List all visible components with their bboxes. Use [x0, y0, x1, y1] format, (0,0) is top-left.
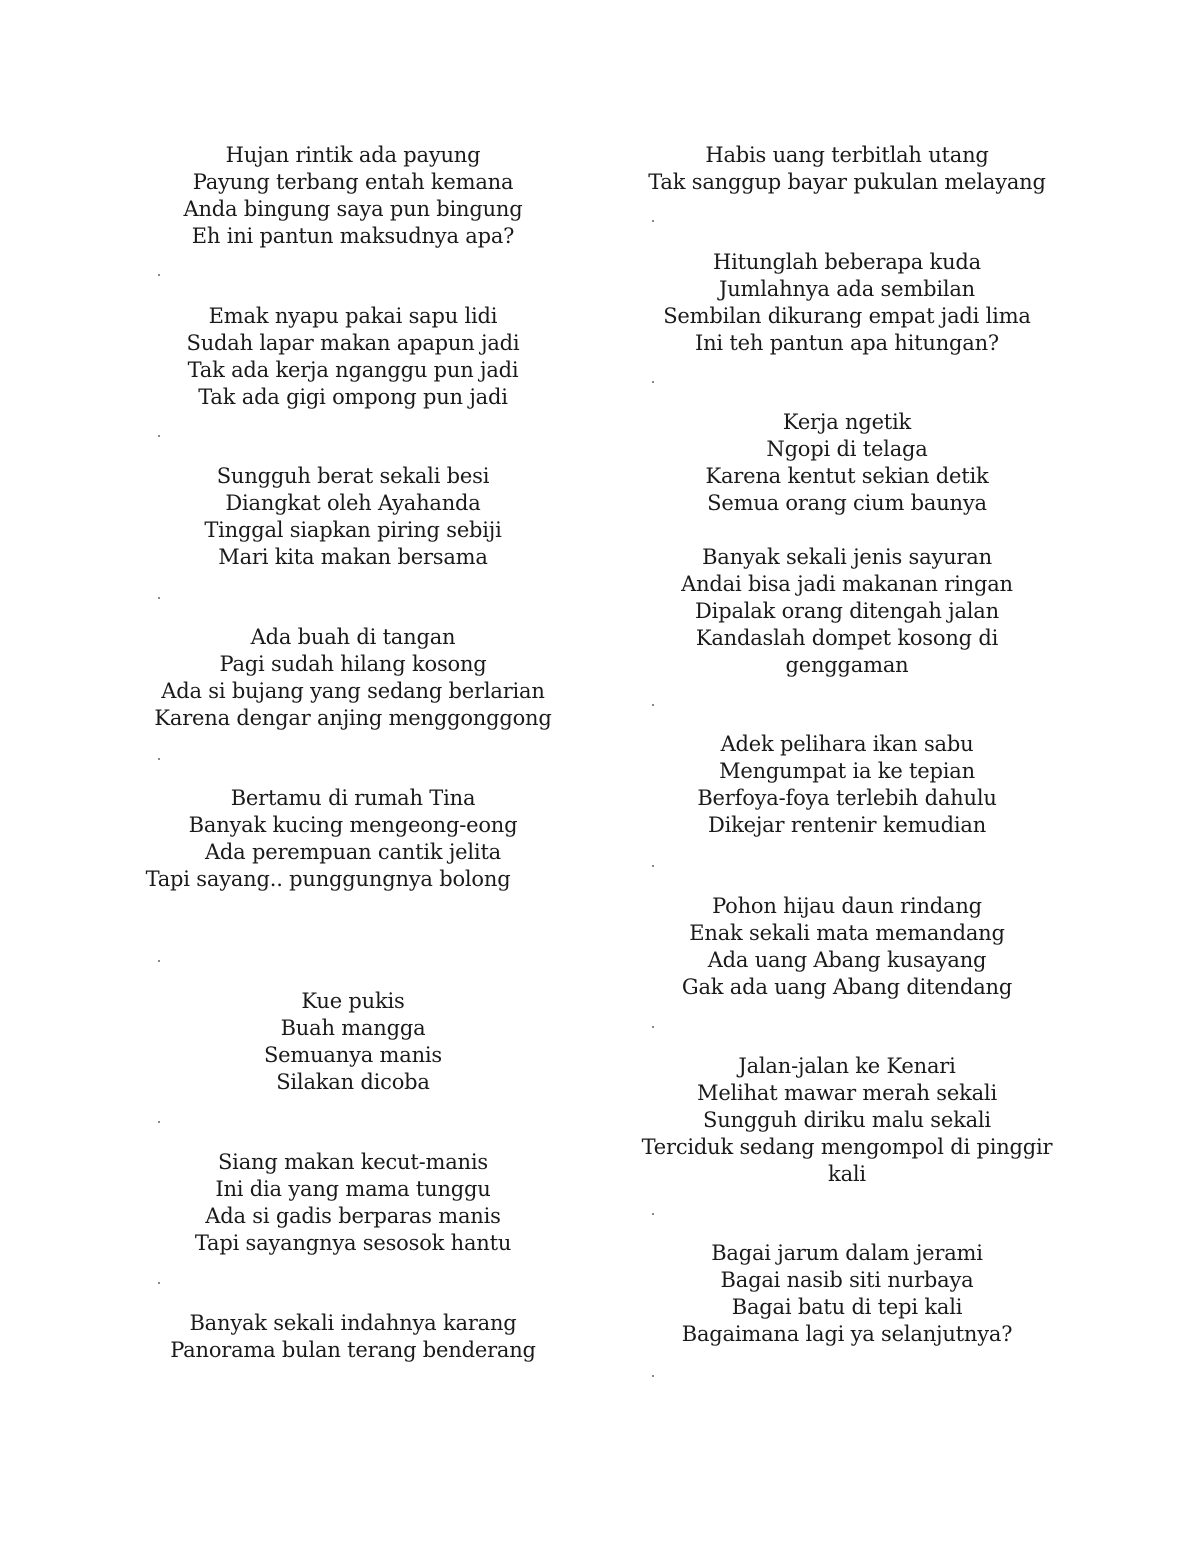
separator-dot: [652, 1213, 654, 1215]
poem-line: Banyak kucing mengeong-eong: [188, 813, 518, 837]
poem-line: Tak sanggup bayar pukulan melayang: [648, 170, 1046, 194]
poem-line: Hujan rintik ada payung: [225, 143, 481, 167]
poem-line: Ini teh pantun apa hitungan?: [695, 331, 999, 355]
stanza: [103, 624, 603, 732]
poem-line: Gak ada uang Abang ditendang: [681, 975, 1013, 999]
poem-line: Ada perempuan cantik jelita: [204, 840, 502, 864]
stanza: [597, 249, 1097, 357]
poem-line: Bertamu di rumah Tina: [230, 786, 476, 810]
poem-line: Tapi sayang.. punggungnya bolong: [145, 867, 511, 891]
poem-line: Dipalak orang ditengah jalan: [695, 599, 999, 623]
poem-line: Jumlahnya ada sembilan: [719, 277, 975, 301]
poem-line: Karena kentut sekian detik: [705, 464, 989, 488]
separator-dot: [652, 1375, 654, 1377]
poem-line: Kerja ngetik: [782, 410, 912, 434]
poem-line: Sungguh diriku malu sekali: [703, 1108, 991, 1132]
separator-dot: [652, 381, 654, 383]
separator-dot: [158, 435, 160, 437]
separator-dot: [158, 274, 160, 276]
poem-line: Sungguh berat sekali besi: [216, 464, 490, 488]
poem-line: Ada buah di tangan: [250, 625, 456, 649]
poem-line: Sembilan dikurang empat jadi lima: [663, 304, 1031, 328]
poem-line: Pagi sudah hilang kosong: [219, 652, 487, 676]
separator-dot: [158, 960, 160, 962]
poem-line: Bagaimana lagi ya selanjutnya?: [681, 1322, 1013, 1346]
poem-line: Diangkat oleh Ayahanda: [225, 491, 481, 515]
poem-line: Pohon hijau daun rindang: [712, 894, 982, 918]
poem-line: Kandaslah dompet kosong di: [695, 626, 999, 650]
poem-line: Ada uang Abang kusayang: [707, 948, 987, 972]
stanza: [597, 544, 1097, 679]
stanza: [103, 1149, 603, 1257]
poem-line: Banyak sekali indahnya karang: [189, 1311, 517, 1335]
poem-line: Tak ada kerja nganggu pun jadi: [187, 358, 519, 382]
poem-line: Enak sekali mata memandang: [689, 921, 1005, 945]
poem-line: kali: [828, 1162, 866, 1186]
poem-line: Silakan dicoba: [276, 1070, 430, 1094]
poem-line: Bagai batu di tepi kali: [731, 1295, 963, 1319]
separator-dot: [158, 1121, 160, 1123]
poem-line: Sudah lapar makan apapun jadi: [186, 331, 520, 355]
poem-line: Terciduk sedang mengompol di pinggir: [641, 1135, 1053, 1159]
separator-dot: [652, 704, 654, 706]
poem-line: Ada si bujang yang sedang berlarian: [161, 679, 545, 703]
poem-line: Mari kita makan bersama: [218, 545, 488, 569]
poem-line: Karena dengar anjing menggonggong: [154, 706, 552, 730]
poem-line: Anda bingung saya pun bingung: [183, 197, 523, 221]
separator-dot: [652, 865, 654, 867]
poem-line: Semuanya manis: [263, 1043, 442, 1067]
poem-line: Eh ini pantun maksudnya apa?: [191, 224, 515, 248]
separator-dot: [652, 220, 654, 222]
poem-line: Ngopi di telaga: [766, 437, 928, 461]
poem-line: Banyak sekali jenis sayuran: [702, 545, 992, 569]
poem-line: Siang makan kecut-manis: [218, 1150, 488, 1174]
stanza: [103, 303, 603, 411]
poem-line: Bagai nasib siti nurbaya: [720, 1268, 974, 1292]
poem-line: genggaman: [785, 653, 909, 677]
poem-line: Tapi sayangnya sesosok hantu: [194, 1231, 512, 1255]
separator-dot: [158, 758, 160, 760]
poem-line: Andai bisa jadi makanan ringan: [681, 572, 1013, 596]
poem-line: Habis uang terbitlah utang: [705, 143, 989, 167]
poem-line: Mengumpat ia ke tepian: [719, 759, 975, 783]
poem-line: Berfoya-foya terlebih dahulu: [697, 786, 997, 810]
stanza: [597, 1053, 1097, 1188]
poem-line: Dikejar rentenir kemudian: [707, 813, 987, 837]
stanza: [103, 988, 603, 1096]
poem-line: Panorama bulan terang benderang: [170, 1338, 536, 1362]
poem-line: Semua orang cium baunya: [707, 491, 987, 515]
poem-line: Emak nyapu pakai sapu lidi: [208, 304, 498, 328]
poem-line: Bagai jarum dalam jerami: [711, 1241, 983, 1265]
stanza: [103, 142, 603, 250]
stanza: [103, 785, 603, 893]
poem-line: Jalan-jalan ke Kenari: [738, 1054, 956, 1078]
separator-dot: [158, 597, 160, 599]
poem-line: Melihat mawar merah sekali: [697, 1081, 997, 1105]
poem-line: Ada si gadis berparas manis: [205, 1204, 501, 1228]
poem-line: Tak ada gigi ompong pun jadi: [198, 385, 508, 409]
stanza: [597, 1240, 1097, 1348]
stanza: [103, 1310, 603, 1364]
separator-dot: [652, 1026, 654, 1028]
separator-dot: [158, 1282, 160, 1284]
stanza: [597, 409, 1097, 517]
poem-line: Buah mangga: [280, 1016, 426, 1040]
stanza: [597, 731, 1097, 839]
poem-line: Payung terbang entah kemana: [192, 170, 514, 194]
poem-line: Tinggal siapkan piring sebiji: [204, 518, 502, 542]
poem-line: Kue pukis: [301, 989, 405, 1013]
stanza: [597, 142, 1097, 196]
poem-line: Adek pelihara ikan sabu: [720, 732, 974, 756]
poem-line: Hitunglah beberapa kuda: [713, 250, 981, 274]
stanza: [103, 463, 603, 571]
poem-line: Ini dia yang mama tunggu: [215, 1177, 491, 1201]
stanza: [597, 893, 1097, 1001]
